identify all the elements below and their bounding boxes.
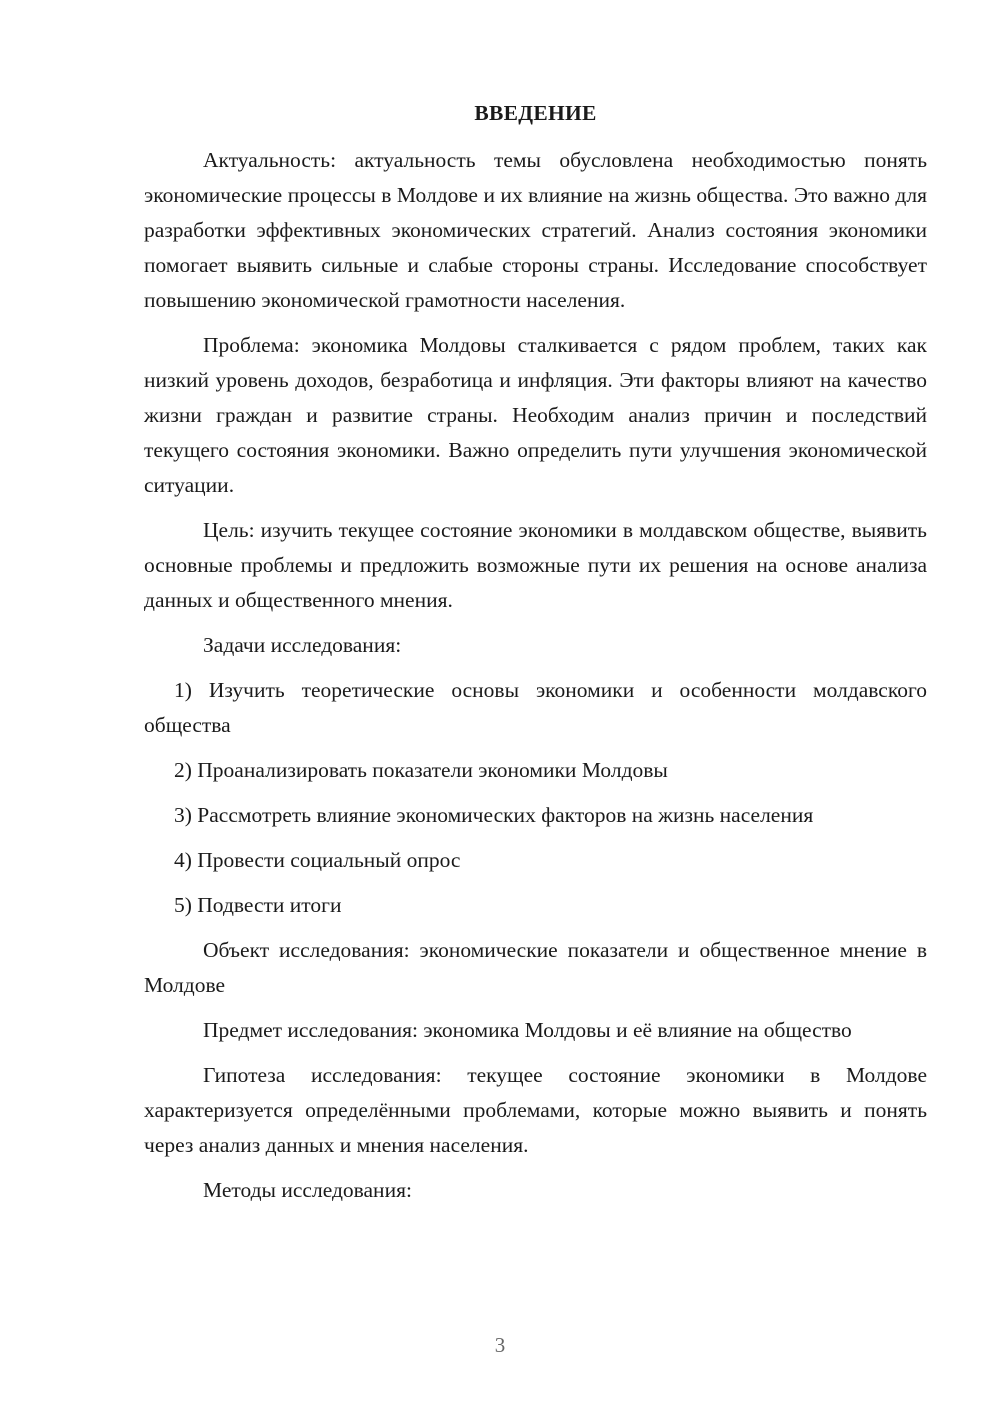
task-list-item: 3) Рассмотреть влияние экономических факторов на жизнь населения	[174, 803, 814, 827]
section-title: ВВЕДЕНИЕ	[474, 101, 597, 125]
task-list-item: 5) Подвести итоги	[174, 893, 342, 917]
task-list-item: 4) Провести социальный опрос	[174, 848, 461, 872]
task-list-item: 1) Изучить теоретические основы экономики и особенности молдавского общества	[144, 678, 927, 737]
task-list-item: 2) Проанализировать показатели экономики Молдовы	[174, 758, 668, 782]
page-number: 3	[494, 1333, 506, 1357]
paragraph-hypothesis: Гипотеза исследования: текущее состояние экономики в Молдове характеризуется определёнными проблемами, которые можно выявить и понять через анализ данных и мнения населения.	[144, 1063, 927, 1157]
paragraph-methods: Методы исследования:	[203, 1178, 412, 1202]
page-body	[144, 96, 927, 1218]
paragraph-goal: Цель: изучить текущее состояние экономики в молдавском обществе, выявить основные проблемы и предложить возможные пути их решения на основе анализа данных и общественного мнения.	[144, 518, 927, 612]
paragraph-tasks-heading: Задачи исследования:	[203, 633, 402, 657]
paragraph-object: Объект исследования: экономические показатели и общественное мнение в Молдове	[144, 938, 927, 997]
paragraph-subject: Предмет исследования: экономика Молдовы и её влияние на общество	[203, 1018, 852, 1042]
paragraph-problem: Проблема: экономика Молдовы сталкивается с рядом проблем, таких как низкий уровень доходов, безработица и инфляция. Эти факторы влияют на качество жизни граждан и развитие страны. Необходим анализ причин и последствий текущего состояния экономики. Важно определить пути улучшения экономической ситуации.	[144, 333, 927, 497]
paragraph-relevance: Актуальность: актуальность темы обусловлена необходимостью понять экономические процессы в Молдове и их влияние на жизнь общества. Это важно для разработки эффективных экономических стратегий. Анализ состояния экономики помогает выявить сильные и слабые стороны страны. Исследование способствует повышению экономической грамотности населения.	[144, 148, 927, 312]
